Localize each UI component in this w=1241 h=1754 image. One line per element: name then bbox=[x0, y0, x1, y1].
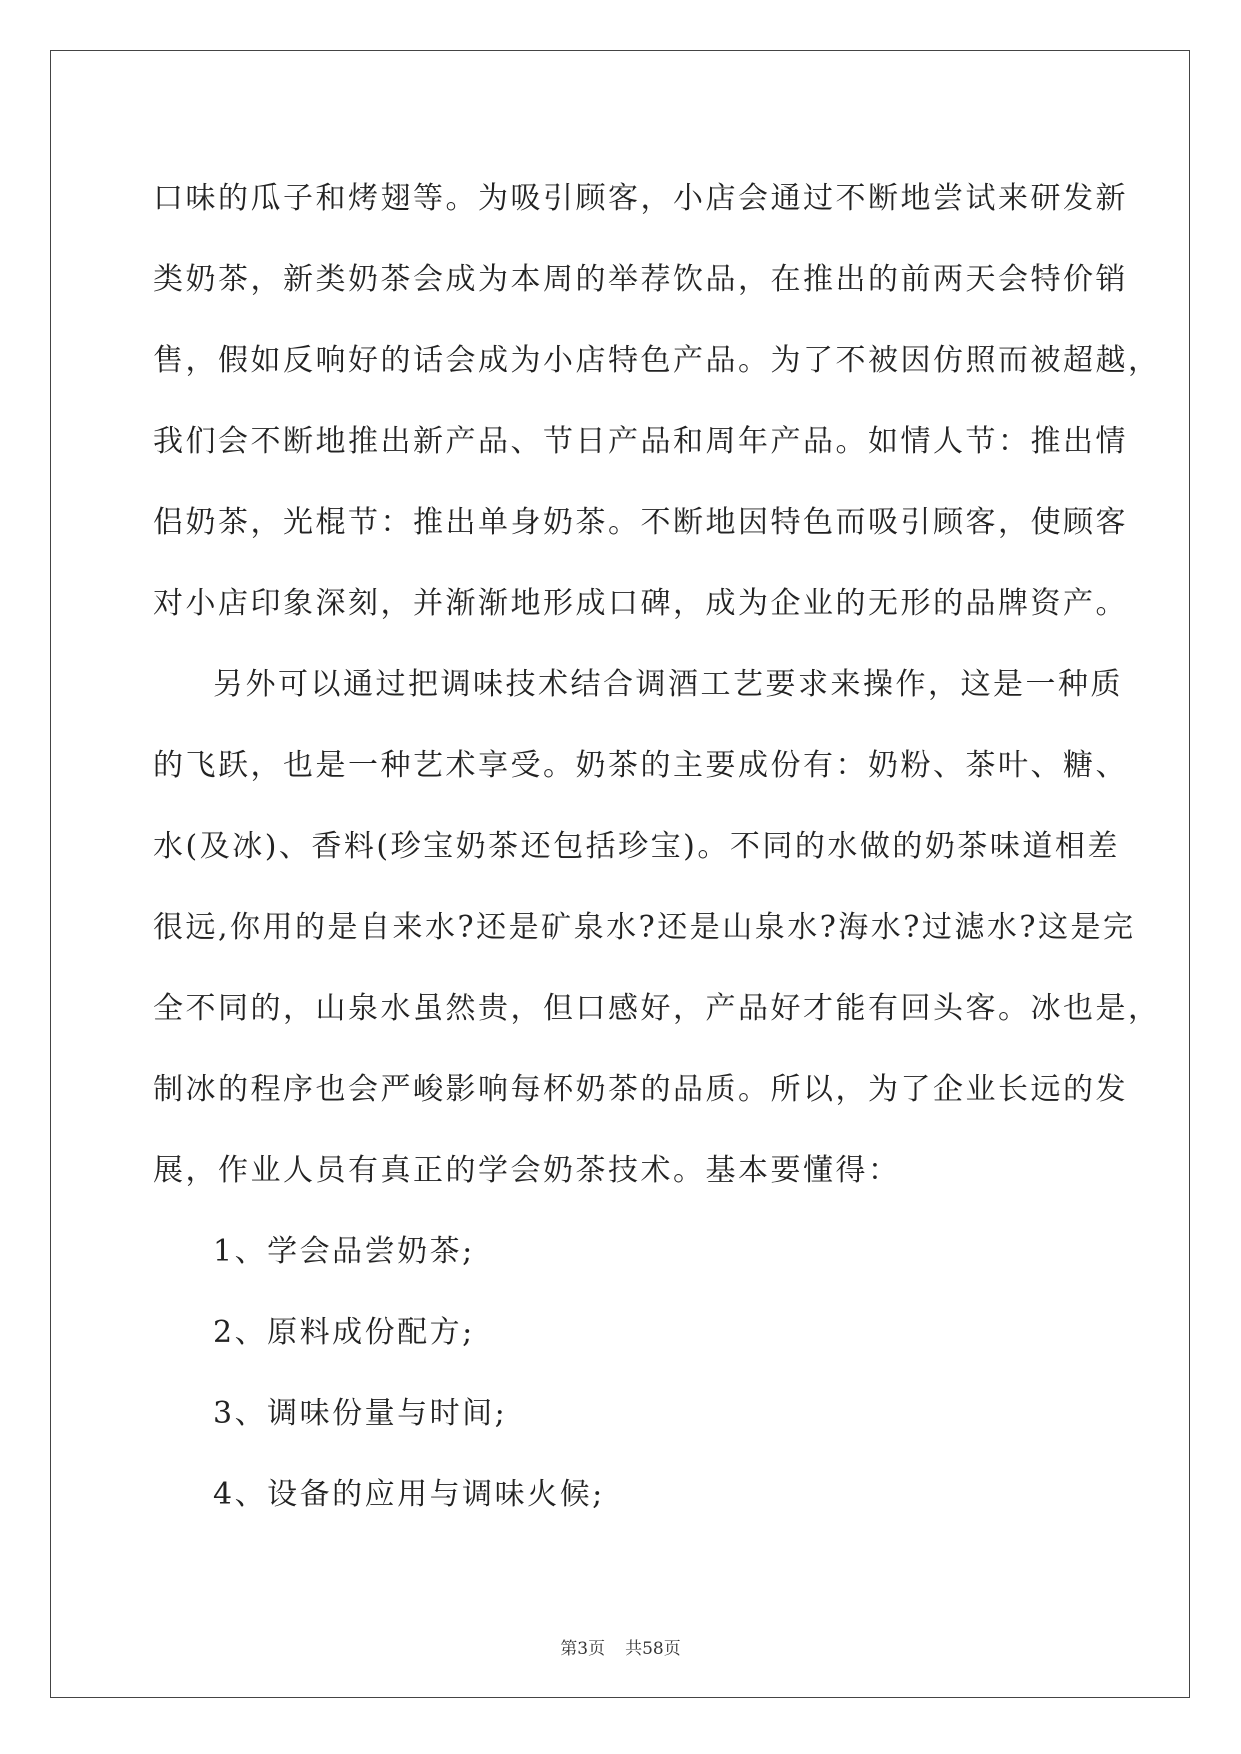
paragraph-line: 很远,你用的是自来水?还是矿泉水?还是山泉水?海水?过滤水?这是完 bbox=[153, 910, 1136, 945]
list-item: 1、学会品尝奶茶; bbox=[213, 1234, 475, 1269]
paragraph-line: 的飞跃，也是一种艺术享受。奶茶的主要成份有：奶粉、茶叶、糖、 bbox=[153, 748, 1128, 783]
list-item: 3、调味份量与时间; bbox=[213, 1396, 508, 1431]
document-body bbox=[153, 158, 1161, 1535]
list-item: 2、原料成份配方; bbox=[213, 1315, 475, 1350]
paragraph-line: 对小店印象深刻，并渐渐地形成口碑，成为企业的无形的品牌资产。 bbox=[153, 586, 1128, 621]
paragraph-line: 售，假如反响好的话会成为小店特色产品。为了不被因仿照而被超越， bbox=[153, 343, 1161, 378]
paragraph-line: 口味的瓜子和烤翅等。为吸引顾客，小店会通过不断地尝试来研发新 bbox=[153, 181, 1128, 216]
page-footer bbox=[0, 1634, 1241, 1659]
paragraph-line: 水(及冰)、香料(珍宝奶茶还包括珍宝)。不同的水做的奶茶味道相差 bbox=[153, 829, 1120, 864]
list-item: 4、设备的应用与调味火候; bbox=[213, 1477, 605, 1512]
paragraph-line: 另外可以通过把调味技术结合调酒工艺要求来操作，这是一种质 bbox=[213, 667, 1123, 702]
paragraph-line: 制冰的程序也会严峻影响每杯奶茶的品质。所以，为了企业长远的发 bbox=[153, 1072, 1128, 1107]
paragraph-line: 类奶茶，新类奶茶会成为本周的举荐饮品，在推出的前两天会特价销 bbox=[153, 262, 1128, 297]
paragraph-line: 全不同的，山泉水虽然贵，但口感好，产品好才能有回头客。冰也是， bbox=[153, 991, 1161, 1026]
page-total: 共58页 bbox=[625, 1639, 681, 1659]
paragraph-line: 我们会不断地推出新产品、节日产品和周年产品。如情人节：推出情 bbox=[153, 424, 1128, 459]
paragraph-line: 展，作业人员有真正的学会奶茶技术。基本要懂得： bbox=[153, 1153, 901, 1188]
page-number: 第3页 bbox=[560, 1639, 606, 1659]
paragraph-line: 侣奶茶，光棍节：推出单身奶茶。不断地因特色而吸引顾客，使顾客 bbox=[153, 505, 1128, 540]
